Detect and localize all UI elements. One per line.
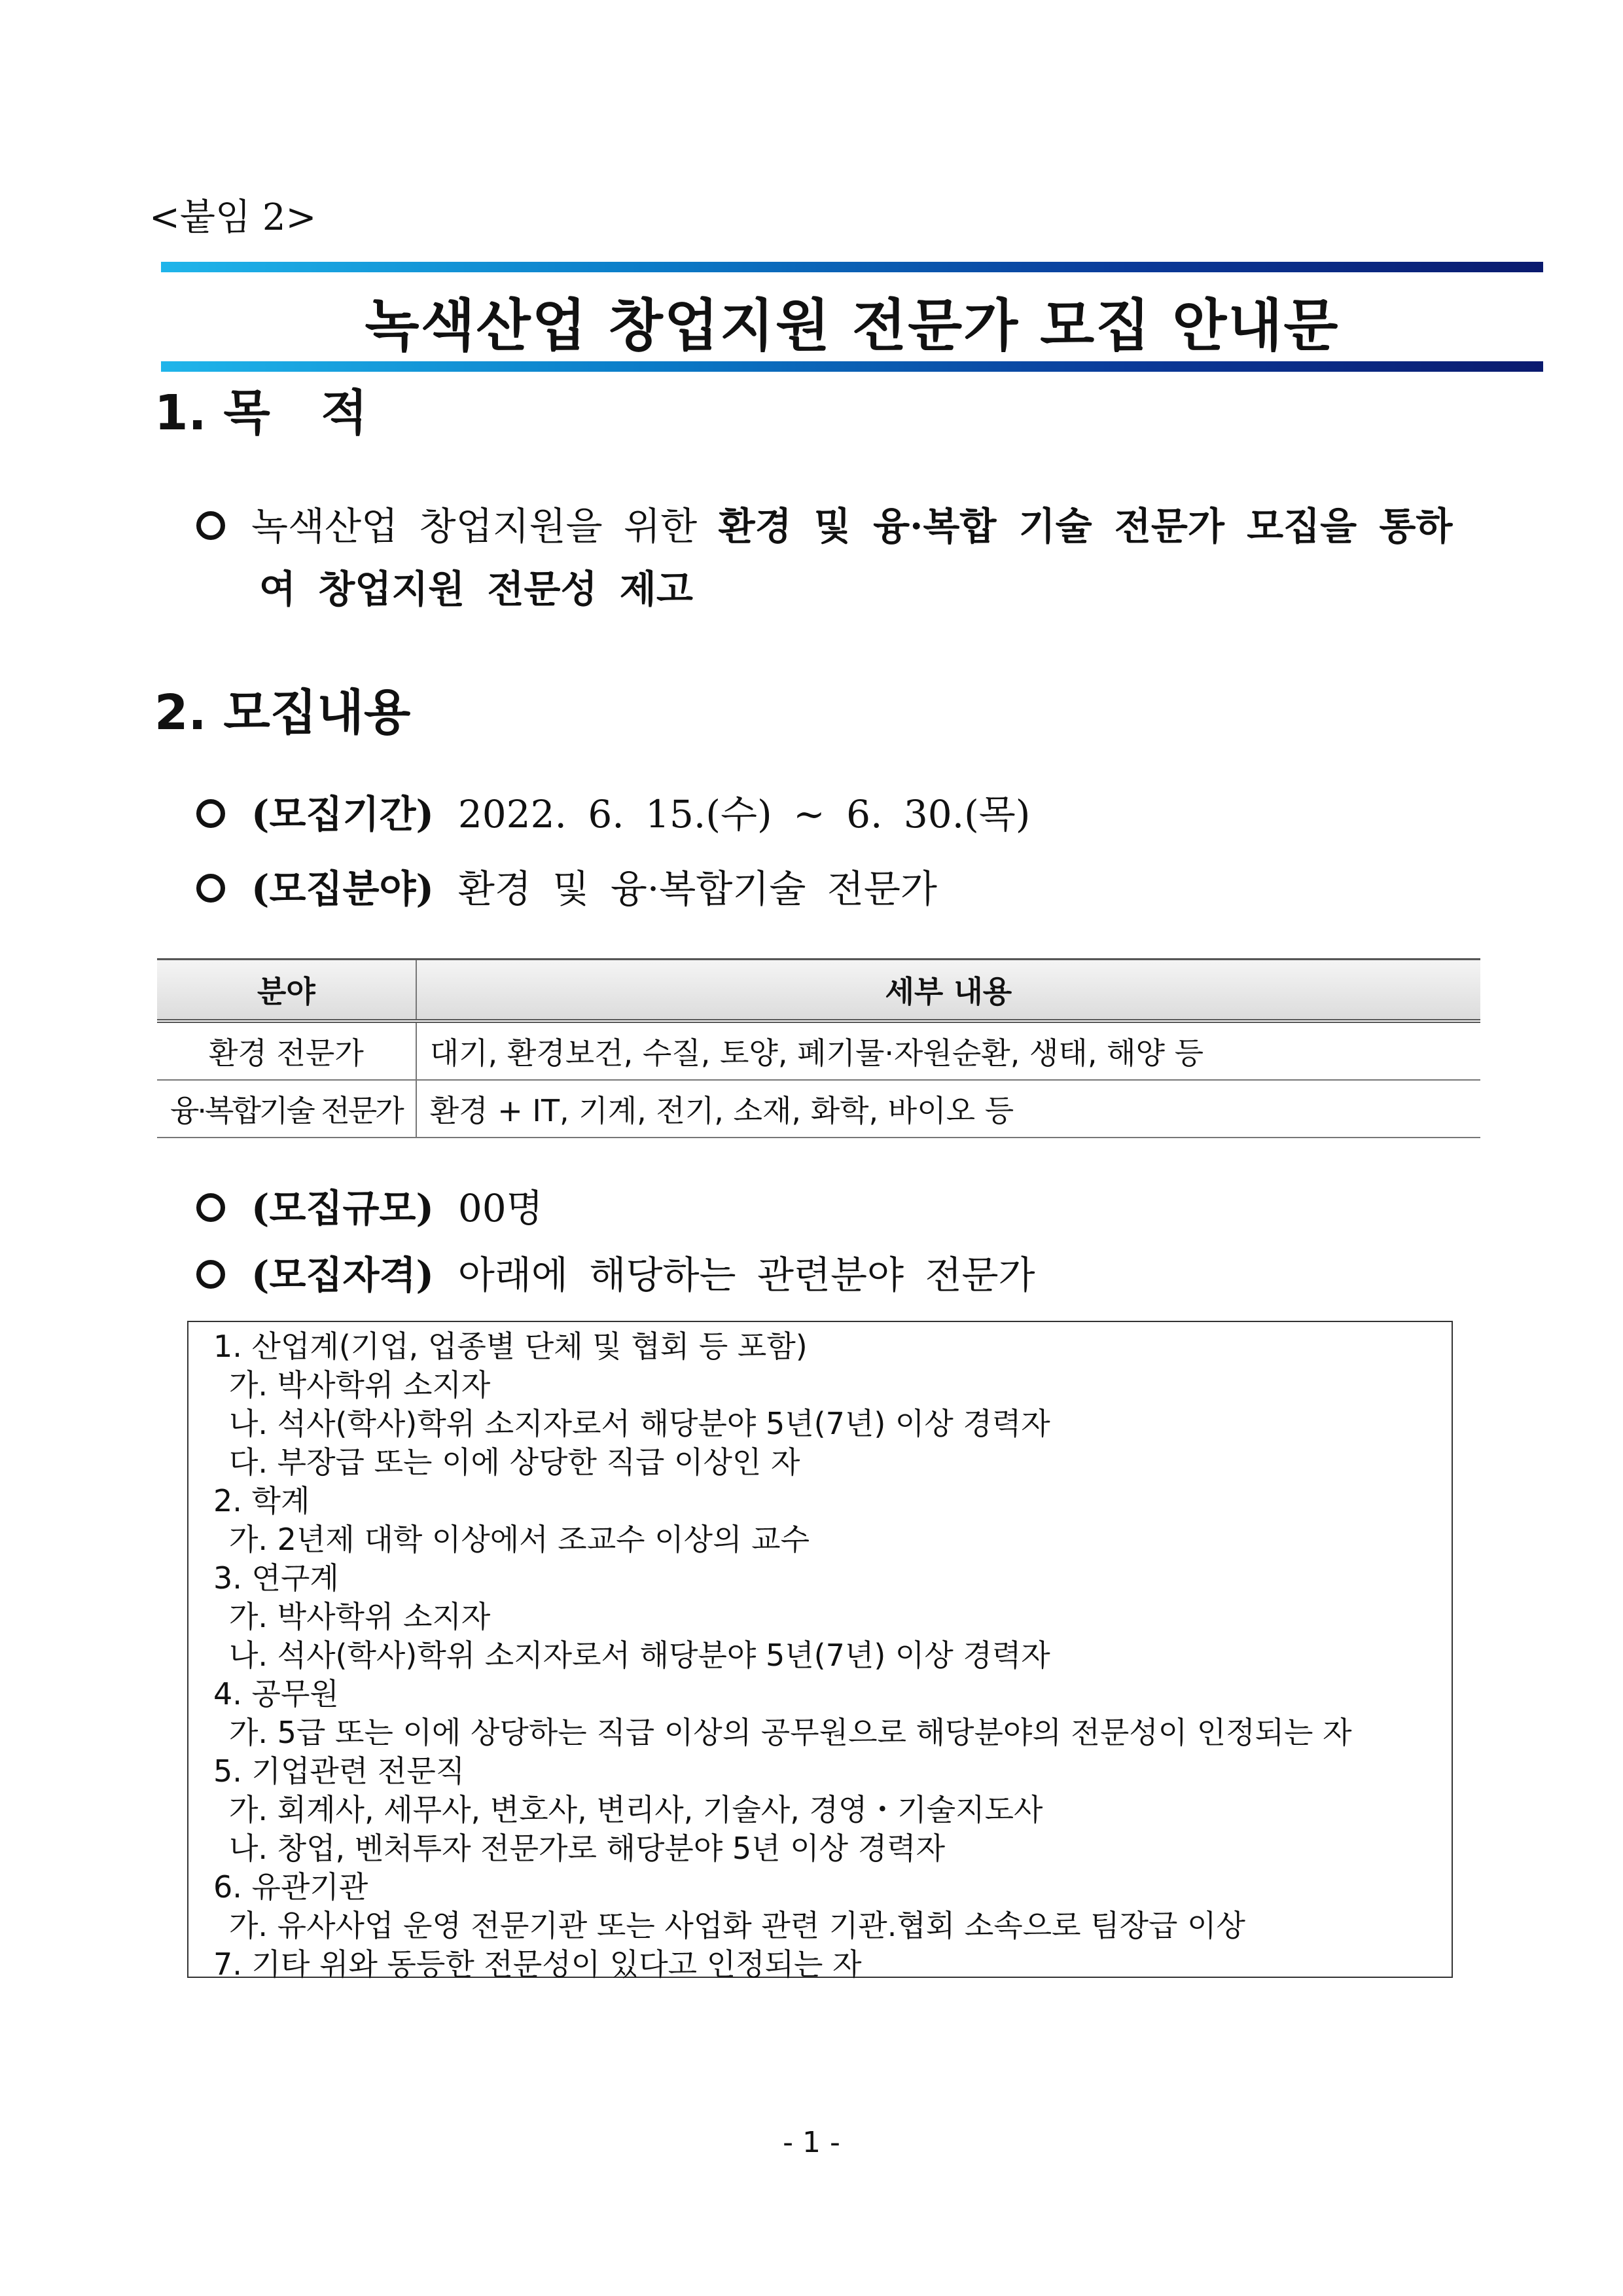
bullet-text-plain: 녹색산업 창업지원을 위한 <box>251 504 698 548</box>
qualification-line: 나. 석사(학사)학위 소지자로서 해당분야 5년(7년) 이상 경력자 <box>229 1406 1050 1441</box>
table-cell-field: 환경 전문가 <box>157 1021 416 1080</box>
circle-bullet-icon <box>196 799 225 828</box>
circle-bullet-icon <box>196 511 225 540</box>
qualification-line: 가. 5급 또는 이에 상당하는 직급 이상의 공무원으로 해당분야의 전문성이 인정되는 자 <box>229 1715 1352 1750</box>
table-row <box>157 1021 1480 1080</box>
table-cell-field: 융·복합기술 전문가 <box>157 1080 416 1138</box>
recruit-period-value: 2022. 6. 15.(수) ~ 6. 30.(목) <box>457 792 1031 836</box>
title-top-bar <box>161 262 1543 272</box>
qualification-box <box>187 1321 1453 1982</box>
recruit-scale-value: 00명 <box>457 1186 543 1230</box>
qualification-line: 가. 유사사업 운영 전문기관 또는 사업화 관련 기관.협회 소속으로 팀장급 이상 <box>229 1908 1245 1943</box>
recruit-scale-row <box>196 1177 543 1240</box>
qualification-line: 나. 석사(학사)학위 소지자로서 해당분야 5년(7년) 이상 경력자 <box>229 1638 1050 1673</box>
attachment-label: <붙임 2> <box>149 196 317 239</box>
document-title: 녹색산업 창업지원 전문가 모집 안내문 <box>365 293 1340 359</box>
table-header-row <box>157 960 1480 1022</box>
title-bottom-bar <box>161 361 1543 372</box>
section1-bullet <box>196 495 1479 620</box>
recruit-field-value: 환경 및 융·복합기술 전문가 <box>457 867 937 911</box>
recruit-qualification-label: (모집자격) <box>251 1253 434 1297</box>
qualification-line: 2. 학계 <box>213 1483 310 1518</box>
circle-bullet-icon <box>196 1260 225 1289</box>
qualification-line: 가. 회계사, 세무사, 변호사, 변리사, 기술사, 경영・기술지도사 <box>229 1792 1043 1827</box>
qualification-line: 가. 박사학위 소지자 <box>229 1599 491 1634</box>
qualification-line: 3. 연구계 <box>213 1560 339 1596</box>
qualification-line: 다. 부장급 또는 이에 상당한 직급 이상인 자 <box>229 1444 800 1480</box>
circle-bullet-icon <box>196 1193 225 1222</box>
table-header-field: 분야 <box>157 960 416 1022</box>
recruit-scale-label: (모집규모) <box>251 1186 434 1230</box>
qualification-line: 7. 기타 위와 동등한 전문성이 있다고 인정되는 자 <box>213 1946 862 1982</box>
section2-heading: 2. 모집내용 <box>154 685 411 741</box>
bullet-text-continuation: 여 창업지원 전문성 제고 <box>259 567 693 611</box>
bullet-text-bold: 환경 및 융·복합 기술 전문가 모집을 통하 <box>718 504 1453 548</box>
recruit-period-row <box>196 783 1030 846</box>
qualification-line: 나. 창업, 벤처투자 전문가로 해당분야 5년 이상 경력자 <box>229 1831 946 1866</box>
circle-bullet-icon <box>196 874 225 903</box>
qualification-line: 가. 박사학위 소지자 <box>229 1367 491 1403</box>
recruit-field-row <box>196 857 937 920</box>
page-number: - 1 - <box>783 2126 840 2159</box>
table-row <box>157 1080 1480 1138</box>
recruit-period-label: (모집기간) <box>251 792 434 836</box>
qualification-line: 4. 공무원 <box>213 1676 339 1712</box>
qualification-line: 1. 산업계(기업, 업종별 단체 및 협회 등 포함) <box>213 1329 808 1364</box>
recruit-qualification-value: 아래에 해당하는 관련분야 전문가 <box>457 1253 1035 1297</box>
section1-heading: 1. 목 적 <box>154 385 368 441</box>
table-cell-detail: 대기, 환경보건, 수질, 토양, 폐기물·자원순환, 생태, 해양 등 <box>416 1021 1480 1080</box>
qualification-line: 6. 유관기관 <box>213 1869 368 1905</box>
recruit-field-label: (모집분야) <box>251 867 434 911</box>
field-table <box>157 958 1480 1138</box>
recruit-qualification-row <box>196 1244 1035 1306</box>
qualification-line: 가. 2년제 대학 이상에서 조교수 이상의 교수 <box>229 1522 810 1557</box>
table-cell-detail: 환경 + IT, 기계, 전기, 소재, 화학, 바이오 등 <box>416 1080 1480 1138</box>
qualification-line: 5. 기업관련 전문직 <box>213 1753 465 1789</box>
table-header-detail: 세부 내용 <box>416 960 1480 1022</box>
